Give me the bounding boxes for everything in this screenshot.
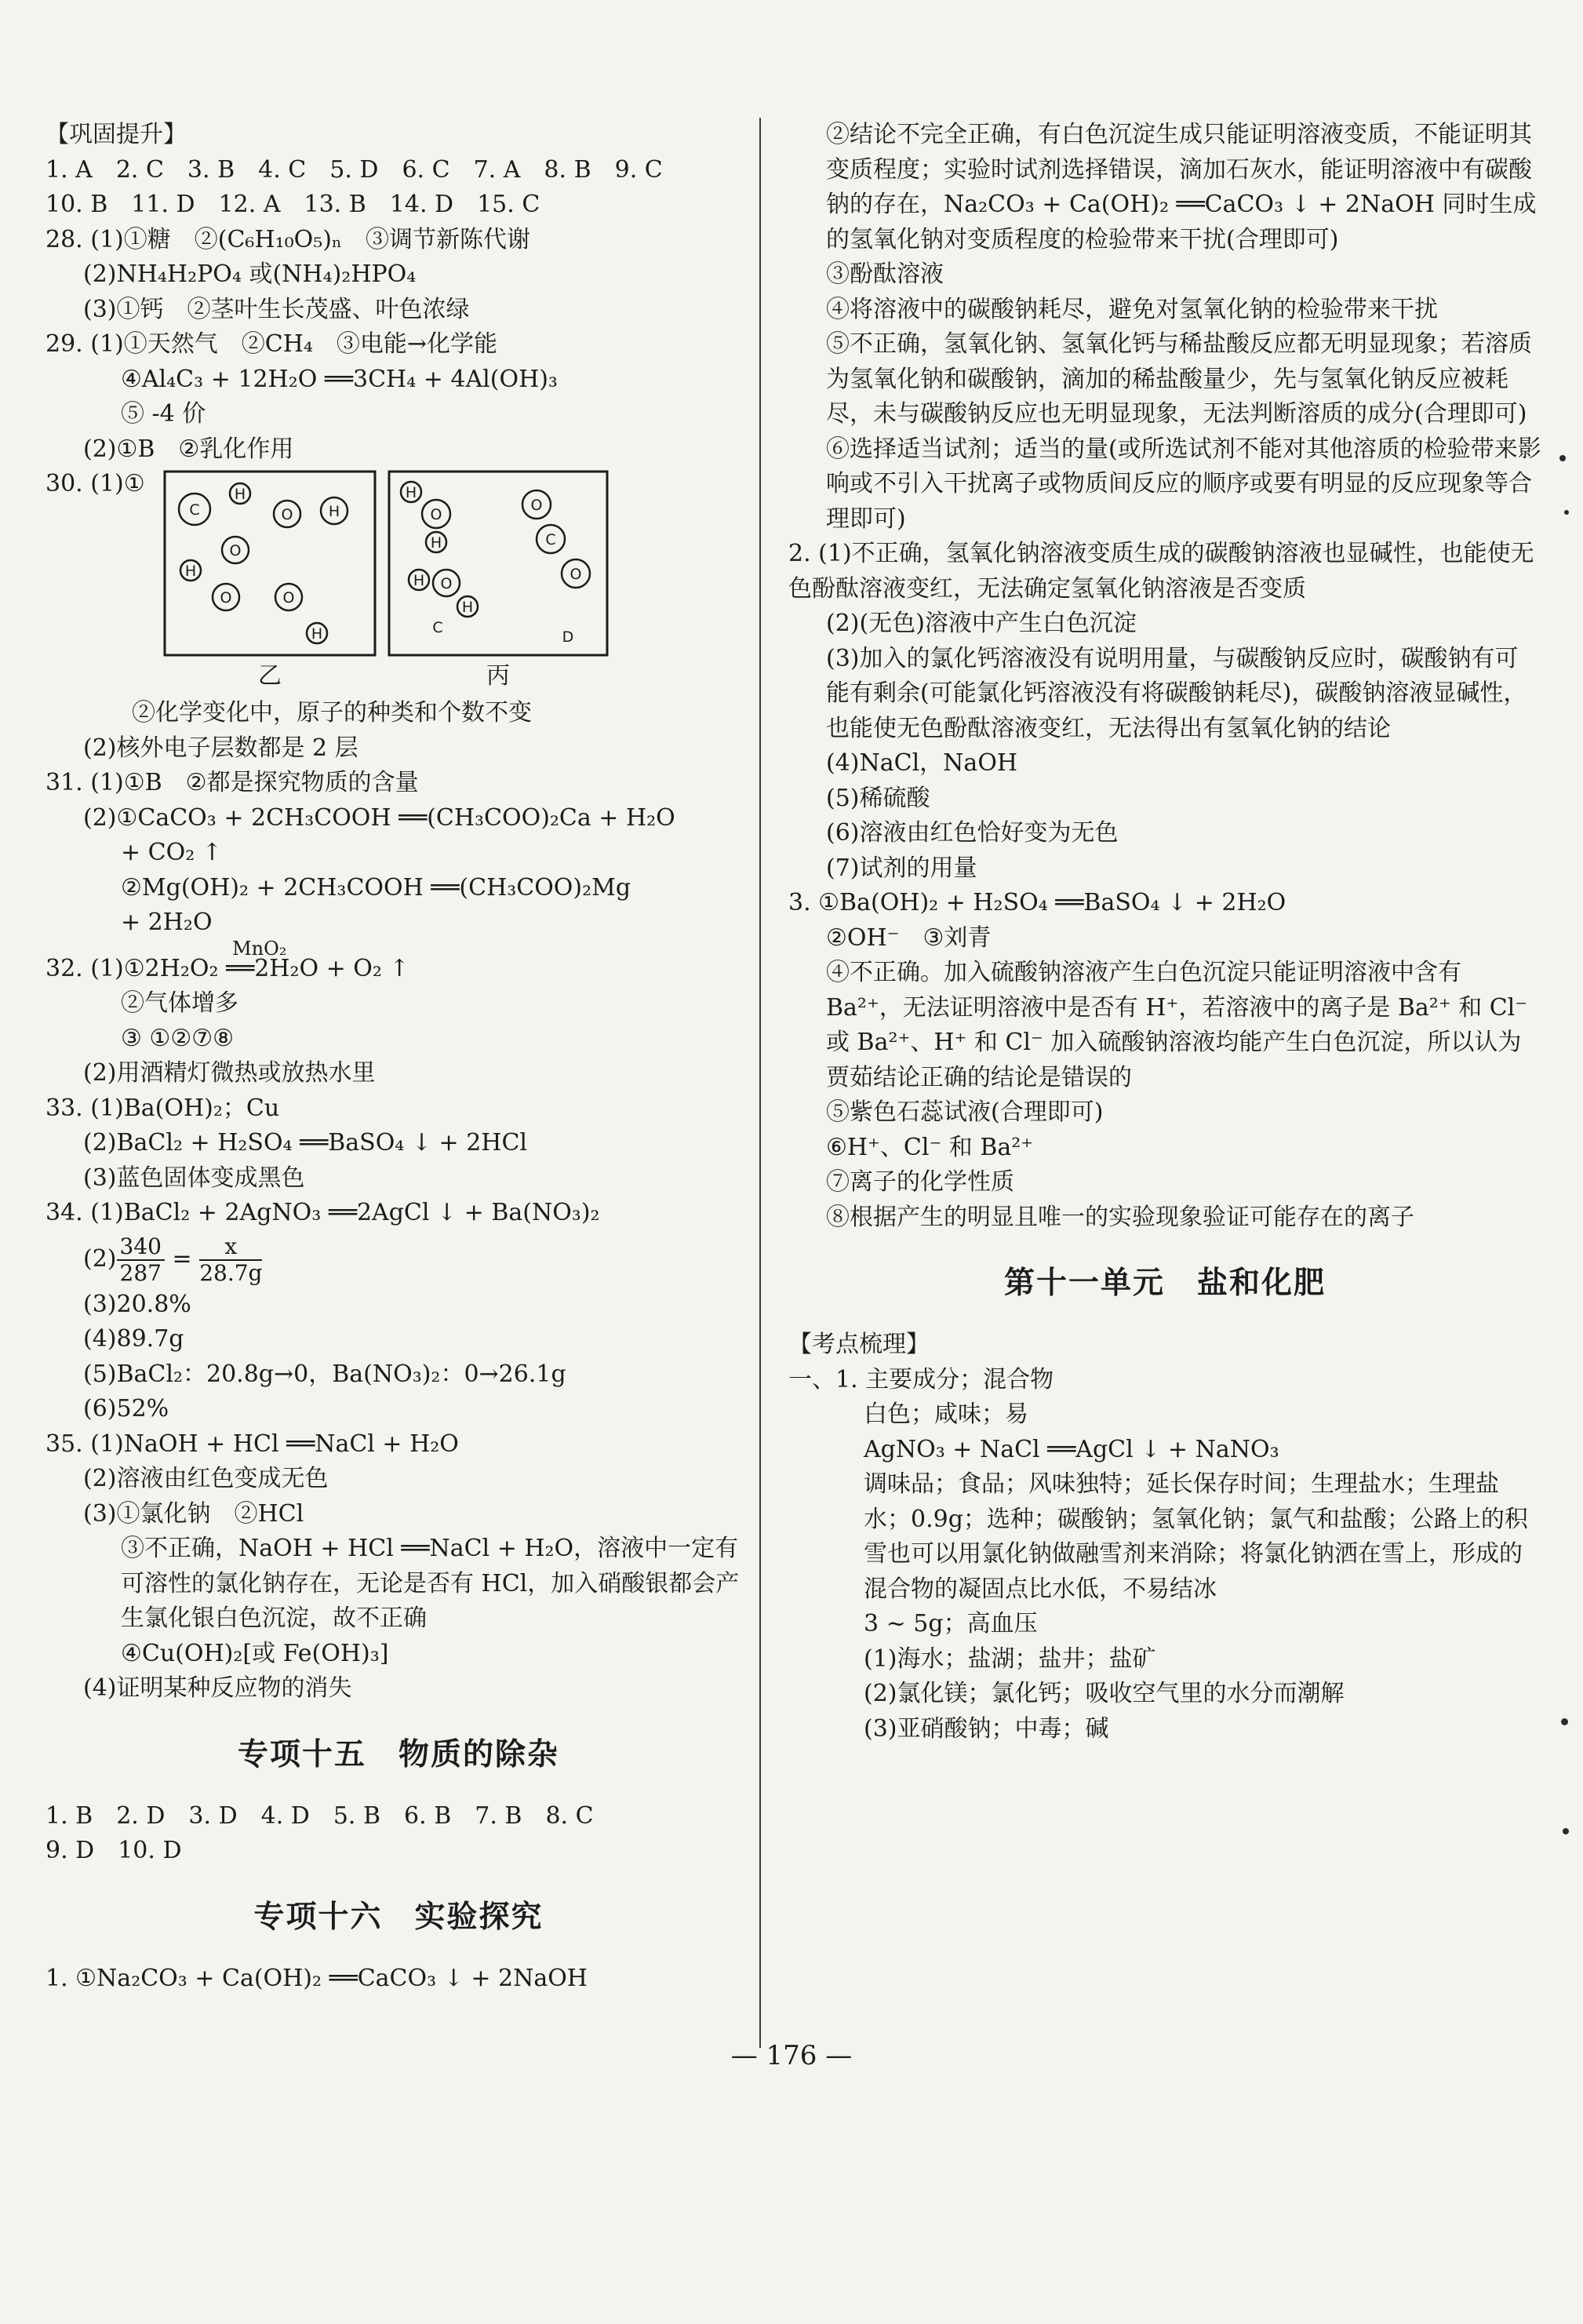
fraction-denominator: 28.7g: [199, 1259, 263, 1286]
answer-line: ③酚酞溶液: [826, 260, 944, 288]
fraction-prefix: (2): [83, 1244, 117, 1273]
atom-symbol: C: [545, 531, 556, 548]
answer-line: ③ ①②⑦⑧: [121, 1024, 235, 1052]
answer-line: (3)20.8%: [83, 1290, 191, 1318]
scan-speck: [1563, 1828, 1569, 1834]
answer-line: + CO₂ ↑: [121, 839, 222, 866]
answer-line: (2)①CaCO₃ + 2CH₃COOH ══(CH₃COO)₂Ca + H₂O: [83, 803, 675, 832]
molecule-figure: [163, 470, 609, 657]
answer-paragraph: ⑥选择适当试剂；适当的量(或所选试剂不能对其他溶质的检验带来影响或不引入干扰离子或物质间反应的顺序或要有明显的反应现象等合理即可): [826, 435, 1541, 533]
atom-symbol: O: [430, 506, 442, 523]
atom-symbol: H: [405, 484, 417, 501]
answer-line: (1)海水；盐湖；盐井；盐矿: [864, 1645, 1156, 1673]
answer-line: + 2H₂O: [121, 909, 213, 936]
answer-line: (2)氯化镁；氯化钙；吸收空气里的水分而潮解: [864, 1680, 1345, 1707]
scan-speck: [1561, 1718, 1568, 1725]
q30-diagram-row: [45, 467, 751, 657]
answer-line: (2)①B ②乳化作用: [83, 435, 294, 463]
fraction-numerator: x: [199, 1234, 262, 1261]
answer-line: 10. B 11. D 12. A 13. B 14. D 15. C: [45, 191, 540, 218]
answer-line: (7)试剂的用量: [826, 854, 977, 882]
atom-symbol: O: [440, 575, 453, 592]
answer-paragraph: (3)加入的氯化钙溶液没有说明用量，与碳酸钠反应时，碳酸钠有可能有剩余(可能氯化钙溶液没有将碳酸钠耗尽)，碳酸钠溶液显碱性，也能使无色酚酞溶液变红，无法得出有氢氧化钠的结论: [826, 644, 1527, 742]
answer-line: 1. B 2. D 3. D 4. D 5. B 6. B 7. B 8. C: [45, 1801, 594, 1830]
scan-speck: [1559, 455, 1566, 461]
answer-line: (2)用酒精灯微热或放热水里: [83, 1059, 376, 1087]
fraction-2: [199, 1234, 262, 1286]
left-column: [45, 118, 751, 1996]
atom-symbol: O: [220, 589, 232, 606]
atom-symbol: H: [234, 486, 246, 503]
fraction-denominator: 287: [119, 1259, 162, 1286]
box-bing-diagram: [388, 470, 609, 657]
atom-symbol: H: [328, 503, 340, 520]
scan-speck: [1564, 510, 1569, 515]
section-heading: 【考点梳理】: [788, 1331, 930, 1358]
answer-line: 1. A 2. C 3. B 4. C 5. D 6. C 7. A 8. B 9. C: [45, 155, 663, 184]
atom-symbol: C: [432, 619, 443, 636]
page-number: — 176 —: [730, 2040, 853, 2071]
answer-line: ④Cu(OH)₂[或 Fe(OH)₃]: [121, 1639, 389, 1667]
atom-symbol: O: [229, 542, 242, 559]
answer-paragraph: ④不正确。加入硫酸钠溶液产生白色沉淀只能证明溶液中含有 Ba²⁺，无法证明溶液中是否有 H⁺，若溶液中的离子是 Ba²⁺ 和 Cl⁻ 或 Ba²⁺、H⁺ 和 Cl⁻ 加入硫酸钠溶液均能产生白色沉淀，所以认为贾茹结论正确的结论是错误的: [826, 959, 1528, 1091]
answer-line: (5)BaCl₂：20.8g→0，Ba(NO₃)₂：0→26.1g: [83, 1360, 566, 1388]
answer-line: (3)①氯化钠 ②HCl: [83, 1499, 304, 1528]
answer-line: 3. ①Ba(OH)₂ + H₂SO₄ ══BaSO₄ ↓ + 2H₂O: [788, 889, 1286, 916]
section-title-16: 专项十六 实验探究: [253, 1899, 544, 1935]
equals-sign: =: [172, 1244, 192, 1273]
answer-line: 29. (1)①天然气 ②CH₄ ③电能→化学能: [45, 330, 498, 358]
figure-labels: [163, 657, 751, 696]
answer-line: ⑥H⁺、Cl⁻ 和 Ba²⁺: [826, 1133, 1034, 1161]
answer-line: (4)89.7g: [83, 1325, 184, 1353]
q32-rhs: ══2H₂O + O₂ ↑: [226, 954, 409, 982]
atom-symbol: H: [413, 572, 425, 589]
q32-lhs: 32. (1)①2H₂O₂: [45, 954, 227, 982]
answer-paragraph: ④将溶液中的碳酸钠耗尽，避免对氢氧化钠的检验带来干扰: [826, 295, 1438, 323]
catalyst-wrap: [226, 937, 409, 987]
answer-paragraph: ②结论不完全正确，有白色沉淀生成只能证明溶液变质，不能证明其变质程度；实验时试剂选择错误，滴加石灰水，能证明溶液中有碳酸钠的存在，Na₂CO₃ + Ca(OH)₂ ══CaCO₃ ↓ + 2NaOH 同时生成的氢氧化钠对变质程度的检验带来干扰(合理即可): [826, 121, 1537, 253]
answer-paragraph: 2. (1)不正确，氢氧化钠溶液变质生成的碳酸钠溶液也显碱性，也能使无色酚酞溶液变红，无法确定氢氧化钠溶液是否变质: [788, 540, 1534, 603]
box-yi-diagram: [163, 470, 377, 657]
atom-symbol: O: [282, 589, 295, 606]
label-yi: 乙: [258, 662, 282, 690]
atom-symbol: C: [189, 501, 200, 519]
section-title-15: 专项十五 物质的除杂: [237, 1736, 559, 1772]
answer-line: ②OH⁻ ③刘青: [826, 923, 992, 952]
answer-line: ④Al₄C₃ + 12H₂O ══3CH₄ + 4Al(OH)₃: [121, 365, 558, 393]
atom-symbol: O: [281, 506, 293, 523]
answer-line: 白色；咸味；易: [864, 1401, 1028, 1428]
answer-line: 34. (1)BaCl₂ + 2AgNO₃ ══2AgCl ↓ + Ba(NO₃)₂: [45, 1199, 600, 1226]
answer-paragraph: ⑧根据产生的明显且唯一的实验现象验证可能存在的离子: [826, 1203, 1414, 1231]
atom-symbol: H: [461, 599, 474, 616]
atom-symbol: H: [311, 625, 323, 643]
section-heading: 【巩固提升】: [45, 121, 187, 148]
atom-symbol: O: [530, 497, 543, 514]
catalyst-label: MnO₂: [232, 937, 287, 960]
answer-line: 1. ①Na₂CO₃ + Ca(OH)₂ ══CaCO₃ ↓ + 2NaOH: [45, 1964, 588, 1992]
answer-line: (3)①钙 ②茎叶生长茂盛、叶色浓绿: [83, 295, 470, 323]
answer-line: ⑦离子的化学性质: [826, 1168, 1014, 1196]
answer-line: (5)稀硫酸: [826, 784, 930, 812]
answer-line: 31. (1)①B ②都是探究物质的含量: [45, 769, 419, 796]
q32-equation: [45, 937, 751, 987]
answer-line: (2)NH₄H₂PO₄ 或(NH₄)₂HPO₄: [83, 260, 417, 288]
answer-line: AgNO₃ + NaCl ══AgCl ↓ + NaNO₃: [864, 1435, 1279, 1463]
answer-line: (2)核外电子层数都是 2 层: [83, 734, 358, 762]
atom-symbol: H: [184, 563, 197, 580]
answer-line: (4)证明某种反应物的消失: [83, 1674, 352, 1702]
answer-line: ②化学变化中，原子的种类和个数不变: [132, 699, 532, 727]
answer-line: 33. (1)Ba(OH)₂；Cu: [45, 1094, 280, 1122]
answer-paragraph: ⑤不正确，氢氧化钠、氢氧化钙与稀盐酸反应都无明显现象；若溶质为氢氧化钠和碳酸钠，滴加的稀盐酸量少，先与氢氧化钠反应被耗尽，未与碳酸钠反应也无明显现象，无法判断溶质的成分(合理即可): [826, 330, 1532, 428]
fraction-numerator: 340: [117, 1234, 165, 1261]
atom-symbol: D: [562, 628, 574, 646]
q30-number: 30. (1)①: [45, 470, 145, 497]
right-column: [788, 118, 1541, 1747]
answer-line: (6)52%: [83, 1395, 169, 1422]
answer-line: 35. (1)NaOH + HCl ══NaCl + H₂O: [45, 1430, 459, 1458]
answer-line: (2)溶液由红色变成无色: [83, 1465, 329, 1492]
answer-line: ②Mg(OH)₂ + 2CH₃COOH ══(CH₃COO)₂Mg: [121, 873, 631, 902]
answer-paragraph: ③不正确，NaOH + HCl ══NaCl + H₂O，溶液中一定有可溶性的氯化钠存在，无论是否有 HCl，加入硝酸银都会产生氯化银白色沉淀，故不正确: [121, 1535, 740, 1632]
answer-line: 3 ~ 5g；高血压: [864, 1610, 1038, 1637]
answer-line: (2)BaCl₂ + H₂SO₄ ══BaSO₄ ↓ + 2HCl: [83, 1129, 528, 1157]
answer-line: 28. (1)①糖 ②(C₆H₁₀O₅)ₙ ③调节新陈代谢: [45, 225, 530, 253]
answer-line: (3)亚硝酸钠；中毒；碱: [864, 1714, 1109, 1743]
answer-line: ②气体增多: [121, 989, 238, 1017]
fraction-1: [117, 1234, 165, 1286]
answer-line: 9. D 10. D: [45, 1837, 182, 1864]
atom-symbol: H: [430, 534, 442, 552]
section-title-11: 第十一单元 盐和化肥: [1003, 1266, 1326, 1301]
answer-line: (3)蓝色固体变成黑色: [83, 1164, 305, 1192]
answer-line: ⑤紫色石蕊试液(合理即可): [826, 1098, 1104, 1126]
q34-fraction-line: [45, 1231, 751, 1288]
label-bing: 丙: [486, 662, 510, 690]
answer-line: (4)NaCl，NaOH: [826, 749, 1018, 777]
atom-symbol: O: [570, 566, 582, 583]
answer-line: (6)溶液由红色恰好变为无色: [826, 819, 1119, 847]
answer-line: 一、1. 主要成分；混合物: [788, 1365, 1054, 1393]
answer-paragraph: 调味品；食品；风味独特；延长保存时间；生理盐水；生理盐水；0.9g；选种；碳酸钠；氢氧化钠；氯气和盐酸；公路上的积雪也可以用氯化钠做融雪剂来消除；将氯化钠洒在雪上，形成的混合物的凝固点比水低，不易结冰: [864, 1470, 1528, 1603]
answer-line: ⑤ -4 价: [121, 400, 206, 428]
answer-line: (2)(无色)溶液中产生白色沉淀: [826, 610, 1137, 637]
column-divider: [759, 118, 761, 2048]
